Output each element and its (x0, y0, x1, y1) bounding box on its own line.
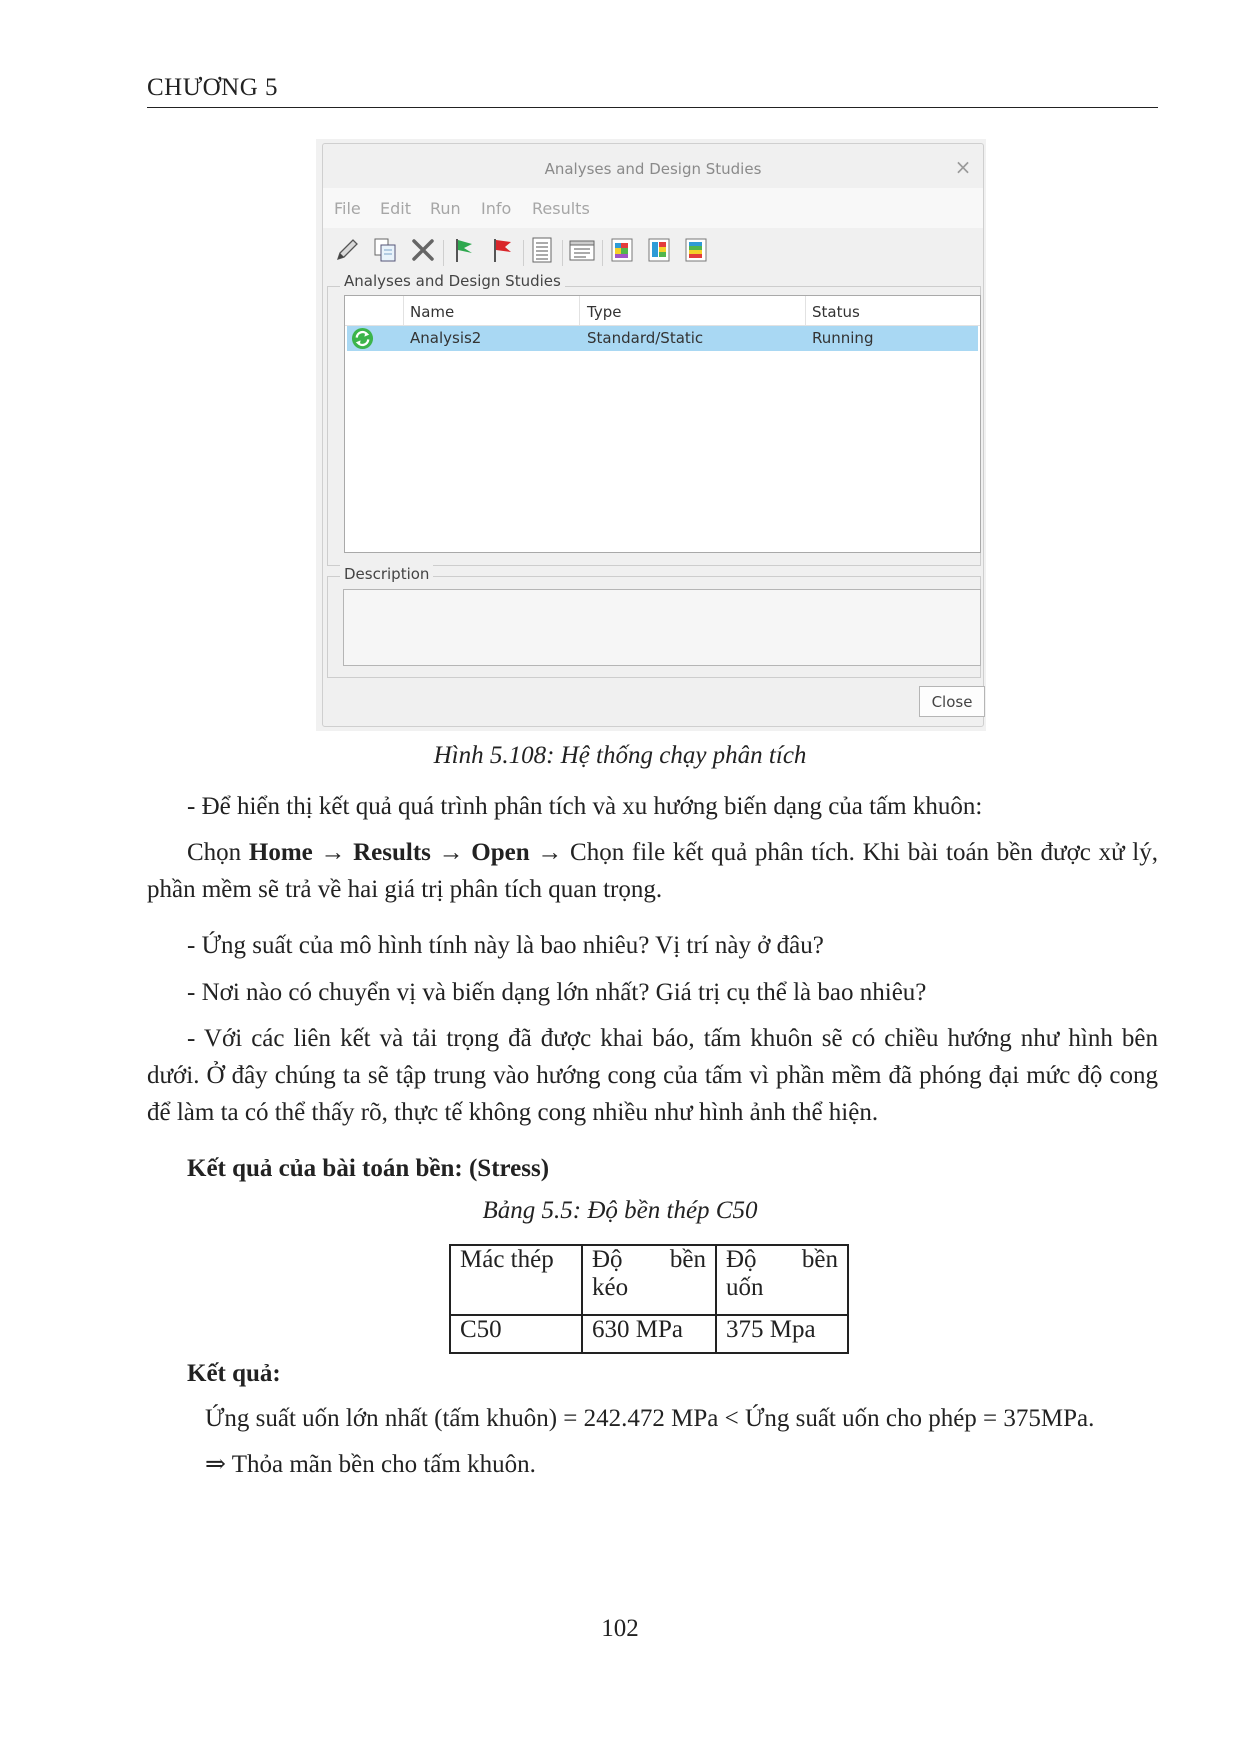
analysis-name: Analysis2 (410, 329, 482, 347)
paragraph: - Nơi nào có chuyển vị và biến dạng lớn nhất? Giá trị cụ thể là bao nhiêu? (187, 979, 927, 1006)
table-header-row (450, 1245, 848, 1315)
list-item[interactable] (347, 326, 978, 351)
analysis-type: Standard/Static (587, 329, 704, 347)
dialog-title: Analyses and Design Studies (544, 160, 762, 178)
text-span: → Chọn file kết quả phân tích. Khi bài toán bền được xử lý, phần mềm sẽ trả về hai giá trị phân tích quan trọng. (147, 839, 1159, 903)
results-grid-icon[interactable] (645, 236, 673, 264)
table-caption: Bảng 5.5: Độ bền thép C50 (482, 1197, 758, 1224)
text-span: Độ (726, 1246, 757, 1273)
table-header-cell (716, 1245, 848, 1315)
table-row (450, 1315, 848, 1353)
figure-caption: Hình 5.108: Hệ thống chạy phân tích (433, 742, 807, 769)
checklist-icon[interactable] (528, 236, 556, 264)
text-span: kéo (592, 1274, 629, 1301)
close-icon[interactable]: × (954, 155, 972, 179)
paragraph: - Ứng suất của mô hình tính này là bao nhiêu? Vị trí này ở đâu? (187, 932, 824, 959)
menu-bar (323, 188, 983, 228)
chapter-header: CHƯƠNG 5 (147, 74, 279, 101)
steel-strength-table (449, 1244, 849, 1354)
menu-run[interactable]: Run (430, 199, 461, 218)
result-heading: Kết quả: (187, 1360, 281, 1387)
arrow: → (438, 839, 464, 866)
results-grid-icon[interactable] (608, 236, 636, 264)
arrow: → (320, 839, 346, 866)
menu-results[interactable]: Results (532, 199, 590, 218)
table-cell: 375 Mpa (716, 1315, 848, 1353)
table-cell: C50 (450, 1315, 582, 1353)
menu-edit[interactable]: Edit (380, 199, 411, 218)
running-status-icon (351, 327, 374, 350)
paragraph: - Để hiển thị kết quả quá trình phân tích và xu hướng biến dạng của tấm khuôn: (187, 793, 983, 820)
analyses-group-label: Analyses and Design Studies (340, 272, 565, 290)
conclusion-line: ⇒ Thỏa mãn bền cho tấm khuôn. (205, 1451, 536, 1478)
paragraph: - Với các liên kết và tải trọng đã được khai báo, tấm khuôn sẽ có chiều hướng như hình bên dưới. Ở đây chúng ta sẽ tập trung vào hướng cong của tấm vì phần mềm đã phóng đại mức độ cong để làm ta có thể thấy rõ, thực tế không cong nhiều như hình ảnh thể hiện. (147, 1025, 1158, 1126)
copy-icon[interactable] (371, 236, 399, 264)
description-label: Description (340, 565, 433, 583)
pencil-icon[interactable] (333, 236, 361, 264)
text-span: bền (669, 1246, 706, 1273)
menu-path-home: Home (248, 839, 313, 866)
results-grid-icon[interactable] (682, 236, 710, 264)
column-name[interactable]: Name (410, 303, 455, 321)
analysis-status: Running (812, 329, 874, 347)
column-type[interactable]: Type (587, 303, 622, 321)
description-field[interactable] (343, 589, 981, 666)
analyses-list[interactable] (344, 295, 981, 553)
column-status[interactable]: Status (812, 303, 860, 321)
report-icon[interactable] (568, 236, 596, 264)
green-flag-icon[interactable] (450, 236, 478, 264)
toolbar-separator (602, 240, 603, 266)
toolbar (323, 230, 983, 272)
section-heading: Kết quả của bài toán bền: (Stress) (187, 1155, 550, 1182)
text-span: bền (801, 1246, 838, 1273)
result-line: Ứng suất uốn lớn nhất (tấm khuôn) = 242.472 MPa < Ứng suất uốn cho phép = 375MPa. (205, 1405, 1095, 1432)
column-divider (403, 296, 404, 325)
list-header (345, 296, 980, 326)
close-button[interactable]: Close (919, 686, 985, 717)
table-cell: 630 MPa (582, 1315, 716, 1353)
red-flag-icon[interactable] (488, 236, 516, 264)
toolbar-separator (523, 240, 524, 266)
paragraph (147, 834, 1158, 908)
dialog-window (322, 143, 984, 727)
table-header-cell (582, 1245, 716, 1315)
menu-path-open: Open (471, 839, 530, 866)
delete-icon[interactable] (409, 236, 437, 264)
column-divider (805, 296, 806, 325)
menu-info[interactable]: Info (481, 199, 512, 218)
menu-path-results: Results (353, 839, 431, 866)
analysis-dialog-screenshot (316, 139, 986, 731)
toolbar-separator (443, 240, 444, 266)
menu-file[interactable]: File (334, 199, 361, 218)
text-span: uốn (726, 1274, 764, 1301)
table-header-cell: Mác thép (450, 1245, 582, 1315)
toolbar-separator (562, 240, 563, 266)
column-divider (579, 296, 580, 325)
text-span: Chọn (187, 839, 242, 866)
header-rule (147, 107, 1158, 108)
page-number: 102 (601, 1615, 639, 1642)
text-span: Độ (592, 1246, 623, 1273)
